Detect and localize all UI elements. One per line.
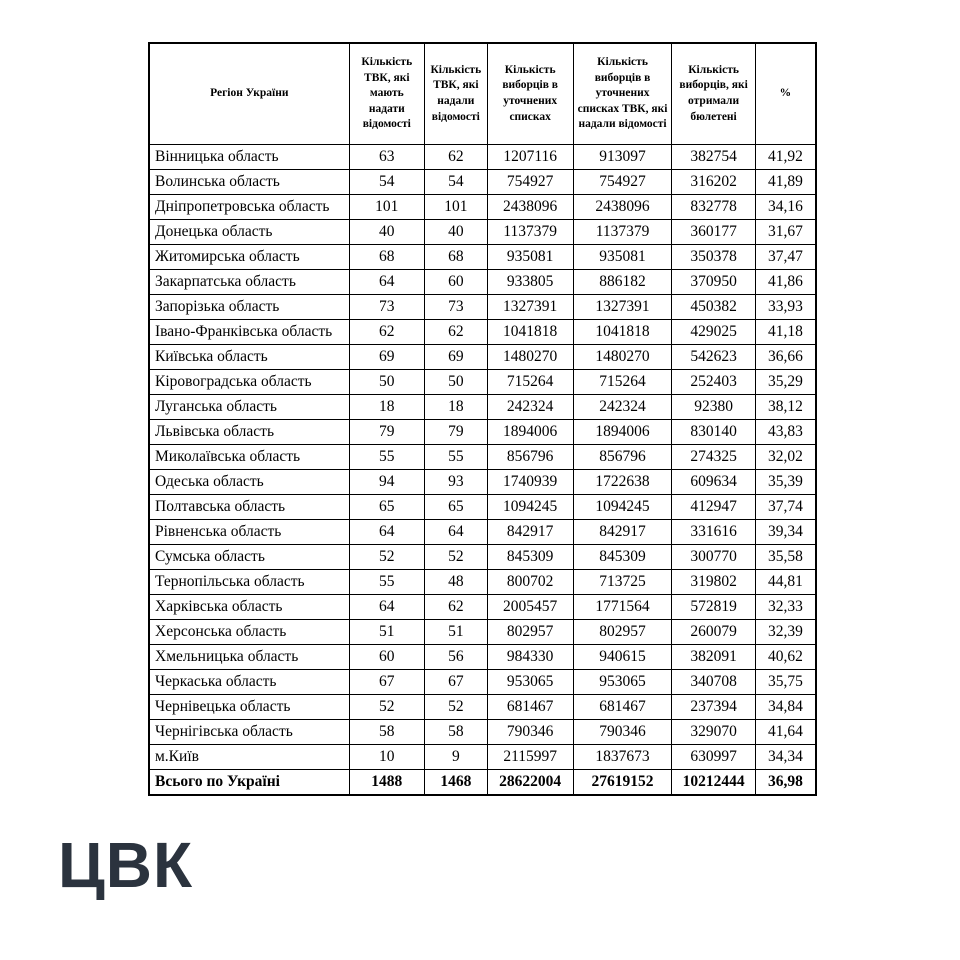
- value-cell: 40,62: [755, 645, 816, 670]
- total-tvk-expected: 1488: [349, 770, 424, 796]
- region-cell: Івано-Франківська область: [149, 320, 349, 345]
- value-cell: 68: [424, 245, 487, 270]
- value-cell: 382754: [672, 145, 755, 170]
- value-cell: 319802: [672, 570, 755, 595]
- value-cell: 36,66: [755, 345, 816, 370]
- table-row: [149, 345, 816, 370]
- value-cell: 830140: [672, 420, 755, 445]
- value-cell: 350378: [672, 245, 755, 270]
- value-cell: 54: [349, 170, 424, 195]
- value-cell: 37,74: [755, 495, 816, 520]
- table-row: [149, 295, 816, 320]
- table-row: [149, 620, 816, 645]
- table-row: [149, 745, 816, 770]
- table-row: [149, 470, 816, 495]
- header-row: [149, 43, 816, 145]
- table-row: [149, 545, 816, 570]
- table-row: [149, 320, 816, 345]
- region-cell: м.Київ: [149, 745, 349, 770]
- region-cell: Тернопільська область: [149, 570, 349, 595]
- value-cell: 64: [349, 270, 424, 295]
- value-cell: 32,02: [755, 445, 816, 470]
- region-cell: Донецька область: [149, 220, 349, 245]
- value-cell: 69: [349, 345, 424, 370]
- value-cell: 101: [424, 195, 487, 220]
- value-cell: 913097: [573, 145, 672, 170]
- value-cell: 34,34: [755, 745, 816, 770]
- value-cell: 48: [424, 570, 487, 595]
- value-cell: 933805: [487, 270, 573, 295]
- value-cell: 52: [349, 695, 424, 720]
- value-cell: 34,16: [755, 195, 816, 220]
- value-cell: 1327391: [487, 295, 573, 320]
- value-cell: 63: [349, 145, 424, 170]
- value-cell: 1480270: [573, 345, 672, 370]
- table-row: [149, 195, 816, 220]
- value-cell: 1041818: [487, 320, 573, 345]
- table-row: [149, 520, 816, 545]
- value-cell: 40: [349, 220, 424, 245]
- region-cell: Херсонська область: [149, 620, 349, 645]
- header-region: Регіон України: [149, 43, 349, 145]
- value-cell: 953065: [573, 670, 672, 695]
- value-cell: 41,89: [755, 170, 816, 195]
- value-cell: 35,39: [755, 470, 816, 495]
- value-cell: 2005457: [487, 595, 573, 620]
- region-cell: Харківська область: [149, 595, 349, 620]
- value-cell: 58: [424, 720, 487, 745]
- value-cell: 842917: [573, 520, 672, 545]
- value-cell: 67: [349, 670, 424, 695]
- region-cell: Запорізька область: [149, 295, 349, 320]
- region-cell: Чернівецька область: [149, 695, 349, 720]
- value-cell: 1894006: [573, 420, 672, 445]
- value-cell: 62: [349, 320, 424, 345]
- total-voters-lists: 28622004: [487, 770, 573, 796]
- value-cell: 1137379: [487, 220, 573, 245]
- value-cell: 1837673: [573, 745, 672, 770]
- value-cell: 60: [424, 270, 487, 295]
- table-row: [149, 445, 816, 470]
- table-row: [149, 645, 816, 670]
- region-cell: Рівненська область: [149, 520, 349, 545]
- value-cell: 93: [424, 470, 487, 495]
- value-cell: 65: [349, 495, 424, 520]
- value-cell: 542623: [672, 345, 755, 370]
- value-cell: 832778: [672, 195, 755, 220]
- value-cell: 41,18: [755, 320, 816, 345]
- total-label: Всього по Україні: [149, 770, 349, 796]
- table-row: [149, 670, 816, 695]
- value-cell: 842917: [487, 520, 573, 545]
- value-cell: 382091: [672, 645, 755, 670]
- value-cell: 62: [424, 595, 487, 620]
- value-cell: 58: [349, 720, 424, 745]
- election-statistics-table: [148, 42, 817, 796]
- value-cell: 55: [424, 445, 487, 470]
- value-cell: 713725: [573, 570, 672, 595]
- value-cell: 64: [349, 520, 424, 545]
- region-cell: Львівська область: [149, 420, 349, 445]
- value-cell: 92380: [672, 395, 755, 420]
- region-cell: Черкаська область: [149, 670, 349, 695]
- value-cell: 1722638: [573, 470, 672, 495]
- value-cell: 790346: [487, 720, 573, 745]
- value-cell: 630997: [672, 745, 755, 770]
- value-cell: 609634: [672, 470, 755, 495]
- value-cell: 64: [349, 595, 424, 620]
- region-cell: Житомирська область: [149, 245, 349, 270]
- value-cell: 935081: [573, 245, 672, 270]
- value-cell: 79: [424, 420, 487, 445]
- value-cell: 572819: [672, 595, 755, 620]
- value-cell: 56: [424, 645, 487, 670]
- table-row: [149, 170, 816, 195]
- value-cell: 40: [424, 220, 487, 245]
- value-cell: 1207116: [487, 145, 573, 170]
- value-cell: 1740939: [487, 470, 573, 495]
- table-row: [149, 220, 816, 245]
- value-cell: 64: [424, 520, 487, 545]
- value-cell: 252403: [672, 370, 755, 395]
- total-voters-reported: 27619152: [573, 770, 672, 796]
- value-cell: 73: [349, 295, 424, 320]
- value-cell: 43,83: [755, 420, 816, 445]
- table-body: [149, 145, 816, 770]
- header-percent: %: [755, 43, 816, 145]
- region-cell: Кіровоградська область: [149, 370, 349, 395]
- table-row: [149, 695, 816, 720]
- value-cell: 44,81: [755, 570, 816, 595]
- value-cell: 1480270: [487, 345, 573, 370]
- table-row: [149, 370, 816, 395]
- value-cell: 67: [424, 670, 487, 695]
- value-cell: 412947: [672, 495, 755, 520]
- value-cell: 845309: [573, 545, 672, 570]
- value-cell: 41,64: [755, 720, 816, 745]
- total-row: [149, 770, 816, 796]
- table-row: [149, 420, 816, 445]
- region-cell: Чернігівська область: [149, 720, 349, 745]
- header-voters-lists: Кількість виборців в уточнених списках: [487, 43, 573, 145]
- region-cell: Полтавська область: [149, 495, 349, 520]
- value-cell: 715264: [487, 370, 573, 395]
- value-cell: 790346: [573, 720, 672, 745]
- table-row: [149, 495, 816, 520]
- value-cell: 715264: [573, 370, 672, 395]
- header-voters-reported: Кількість виборців в уточнених списках ТВК, які надали відомості: [573, 43, 672, 145]
- table-row: [149, 720, 816, 745]
- value-cell: 1894006: [487, 420, 573, 445]
- value-cell: 68: [349, 245, 424, 270]
- value-cell: 35,29: [755, 370, 816, 395]
- value-cell: 10: [349, 745, 424, 770]
- value-cell: 18: [349, 395, 424, 420]
- value-cell: 886182: [573, 270, 672, 295]
- value-cell: 51: [424, 620, 487, 645]
- table-footer: [149, 770, 816, 796]
- value-cell: 31,67: [755, 220, 816, 245]
- value-cell: 73: [424, 295, 487, 320]
- value-cell: 62: [424, 320, 487, 345]
- value-cell: 329070: [672, 720, 755, 745]
- total-tvk-reported: 1468: [424, 770, 487, 796]
- value-cell: 953065: [487, 670, 573, 695]
- value-cell: 1094245: [573, 495, 672, 520]
- value-cell: 2438096: [573, 195, 672, 220]
- region-cell: Сумська область: [149, 545, 349, 570]
- value-cell: 32,39: [755, 620, 816, 645]
- region-cell: Хмельницька область: [149, 645, 349, 670]
- value-cell: 360177: [672, 220, 755, 245]
- value-cell: 52: [424, 695, 487, 720]
- value-cell: 754927: [487, 170, 573, 195]
- header-tvk-reported: Кількість ТВК, які надали відомості: [424, 43, 487, 145]
- value-cell: 940615: [573, 645, 672, 670]
- value-cell: 1771564: [573, 595, 672, 620]
- value-cell: 242324: [573, 395, 672, 420]
- cvk-logo: ЦВК: [58, 829, 194, 901]
- value-cell: 41,92: [755, 145, 816, 170]
- value-cell: 52: [424, 545, 487, 570]
- value-cell: 300770: [672, 545, 755, 570]
- region-cell: Дніпропетровська область: [149, 195, 349, 220]
- value-cell: 62: [424, 145, 487, 170]
- value-cell: 69: [424, 345, 487, 370]
- value-cell: 55: [349, 570, 424, 595]
- value-cell: 50: [424, 370, 487, 395]
- value-cell: 37,47: [755, 245, 816, 270]
- value-cell: 52: [349, 545, 424, 570]
- table-row: [149, 595, 816, 620]
- value-cell: 1137379: [573, 220, 672, 245]
- value-cell: 935081: [487, 245, 573, 270]
- region-cell: Вінницька область: [149, 145, 349, 170]
- value-cell: 41,86: [755, 270, 816, 295]
- value-cell: 754927: [573, 170, 672, 195]
- value-cell: 35,75: [755, 670, 816, 695]
- value-cell: 55: [349, 445, 424, 470]
- value-cell: 33,93: [755, 295, 816, 320]
- table-row: [149, 145, 816, 170]
- value-cell: 1041818: [573, 320, 672, 345]
- value-cell: 681467: [487, 695, 573, 720]
- header-tvk-expected: Кількість ТВК, які мають надати відомості: [349, 43, 424, 145]
- region-cell: Одеська область: [149, 470, 349, 495]
- value-cell: 856796: [573, 445, 672, 470]
- value-cell: 340708: [672, 670, 755, 695]
- value-cell: 38,12: [755, 395, 816, 420]
- value-cell: 60: [349, 645, 424, 670]
- value-cell: 54: [424, 170, 487, 195]
- value-cell: 51: [349, 620, 424, 645]
- value-cell: 429025: [672, 320, 755, 345]
- table-header: [149, 43, 816, 145]
- value-cell: 79: [349, 420, 424, 445]
- value-cell: 1094245: [487, 495, 573, 520]
- value-cell: 9: [424, 745, 487, 770]
- value-cell: 32,33: [755, 595, 816, 620]
- value-cell: 65: [424, 495, 487, 520]
- total-voters-ballots: 10212444: [672, 770, 755, 796]
- value-cell: 237394: [672, 695, 755, 720]
- value-cell: 35,58: [755, 545, 816, 570]
- value-cell: 260079: [672, 620, 755, 645]
- table-row: [149, 270, 816, 295]
- total-percent: 36,98: [755, 770, 816, 796]
- value-cell: 316202: [672, 170, 755, 195]
- value-cell: 450382: [672, 295, 755, 320]
- value-cell: 1327391: [573, 295, 672, 320]
- table-row: [149, 570, 816, 595]
- region-cell: Луганська область: [149, 395, 349, 420]
- value-cell: 274325: [672, 445, 755, 470]
- value-cell: 331616: [672, 520, 755, 545]
- region-cell: Миколаївська область: [149, 445, 349, 470]
- table-row: [149, 395, 816, 420]
- value-cell: 18: [424, 395, 487, 420]
- value-cell: 50: [349, 370, 424, 395]
- table-row: [149, 245, 816, 270]
- value-cell: 94: [349, 470, 424, 495]
- value-cell: 845309: [487, 545, 573, 570]
- value-cell: 242324: [487, 395, 573, 420]
- value-cell: 856796: [487, 445, 573, 470]
- value-cell: 800702: [487, 570, 573, 595]
- header-voters-ballots: Кількість виборців, які отримали бюлетені: [672, 43, 755, 145]
- value-cell: 2438096: [487, 195, 573, 220]
- value-cell: 370950: [672, 270, 755, 295]
- value-cell: 802957: [573, 620, 672, 645]
- region-cell: Закарпатська область: [149, 270, 349, 295]
- value-cell: 39,34: [755, 520, 816, 545]
- value-cell: 681467: [573, 695, 672, 720]
- value-cell: 984330: [487, 645, 573, 670]
- region-cell: Київська область: [149, 345, 349, 370]
- region-cell: Волинська область: [149, 170, 349, 195]
- value-cell: 2115997: [487, 745, 573, 770]
- value-cell: 34,84: [755, 695, 816, 720]
- value-cell: 101: [349, 195, 424, 220]
- value-cell: 802957: [487, 620, 573, 645]
